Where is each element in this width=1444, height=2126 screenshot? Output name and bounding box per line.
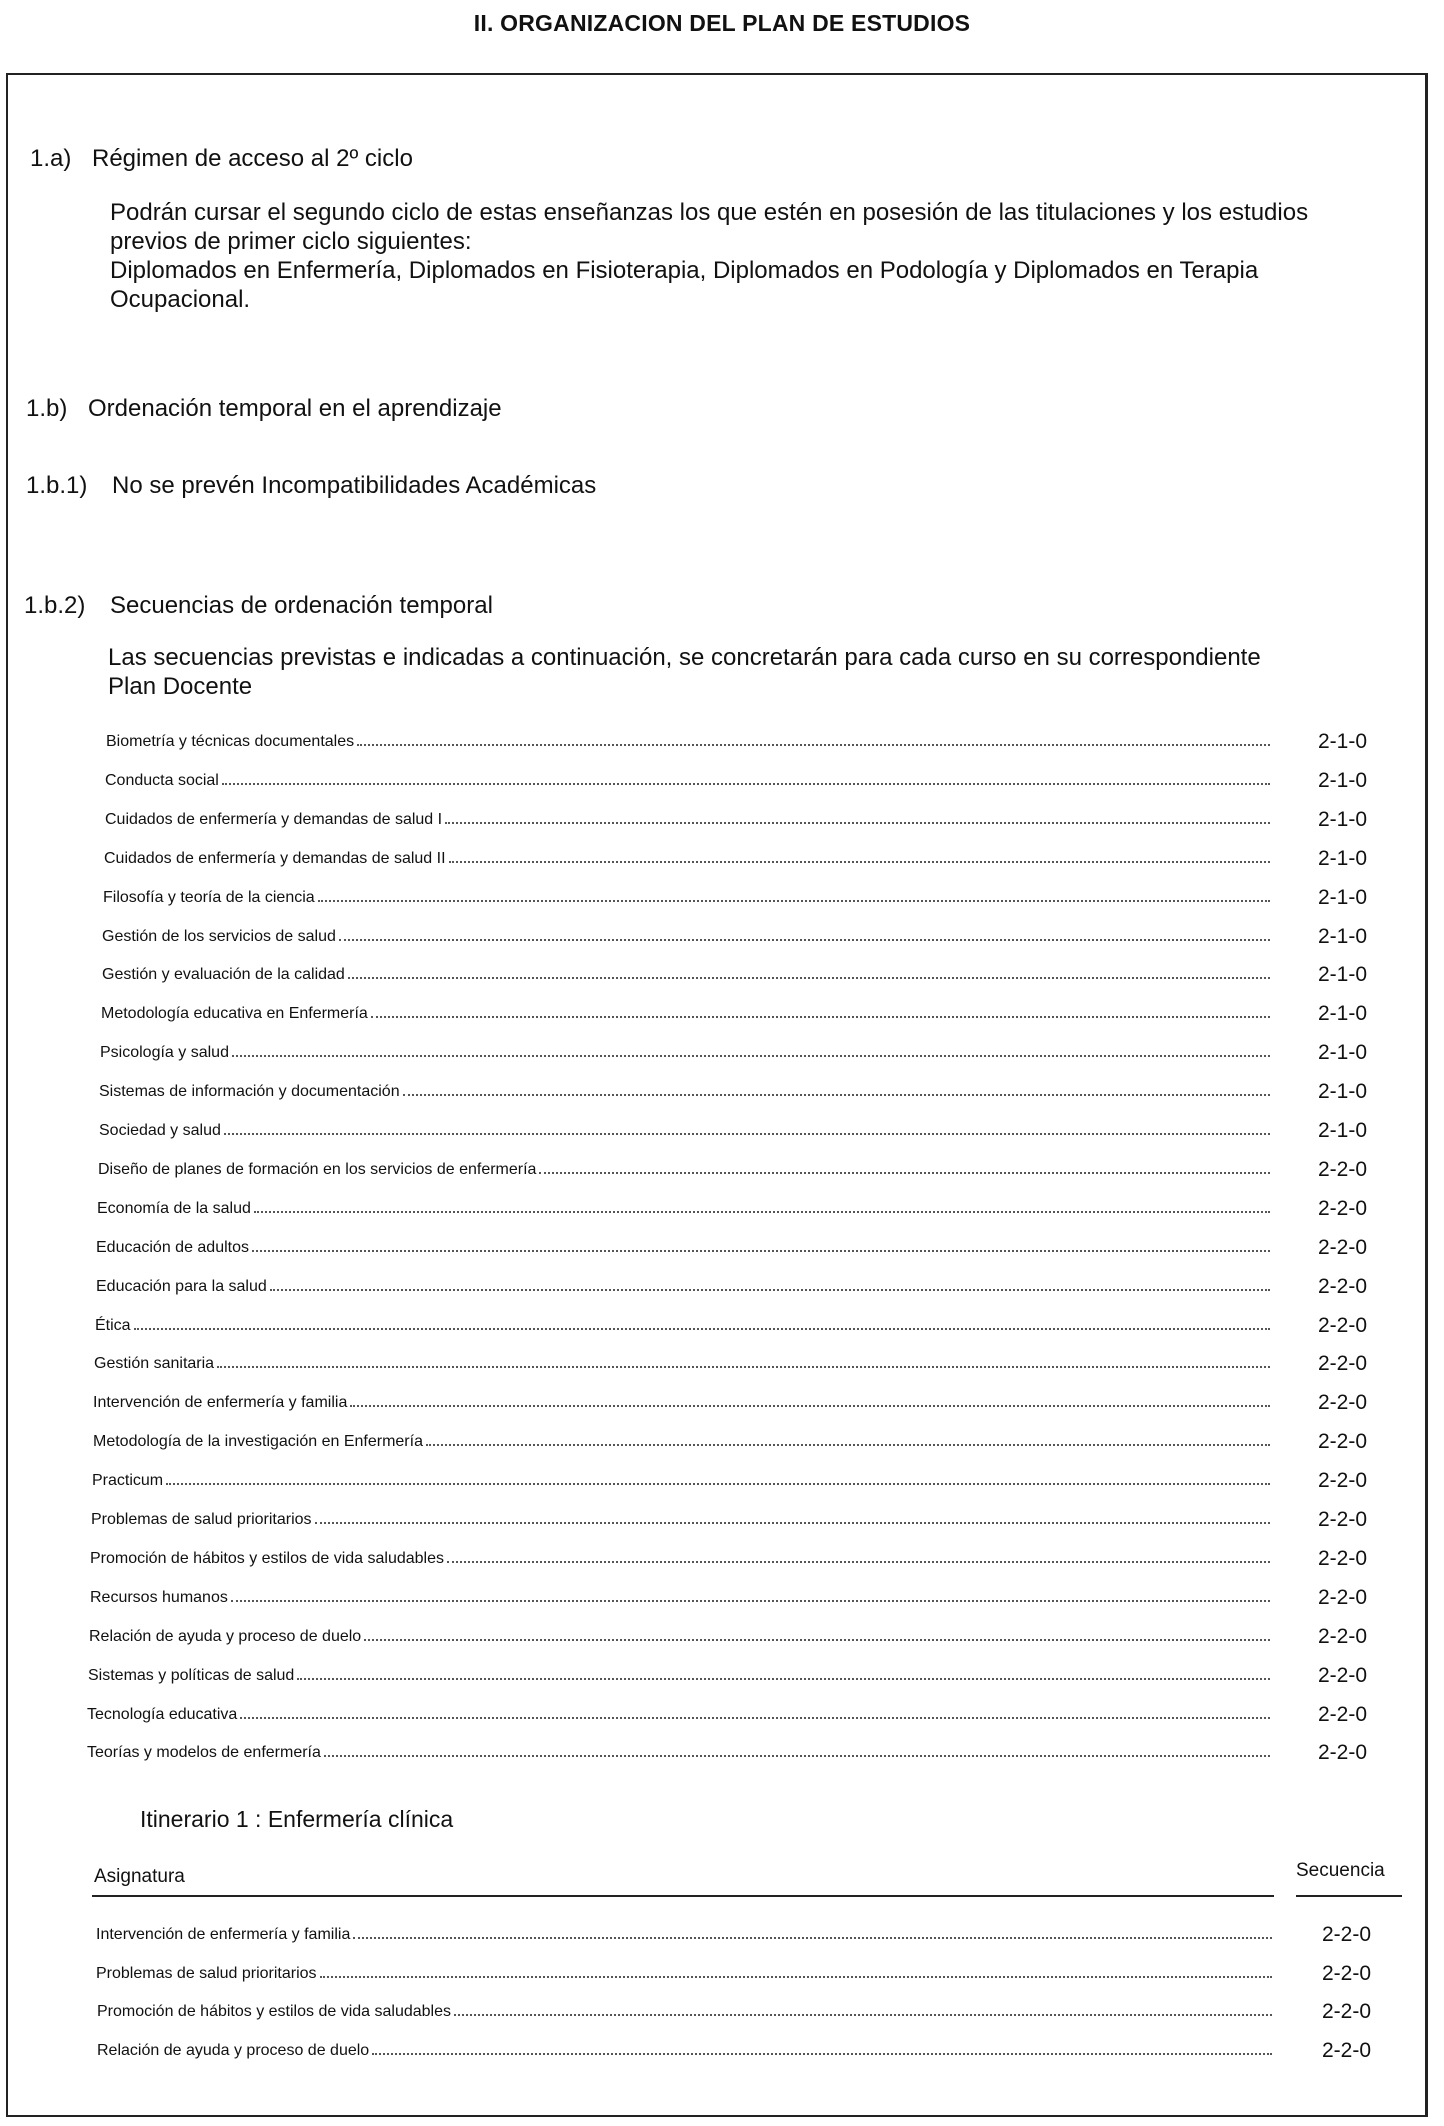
subject-name: Economía de la salud	[97, 1199, 251, 1217]
subject-row	[102, 924, 1368, 950]
subject-row	[104, 846, 1368, 872]
leader-dots	[445, 822, 1270, 824]
leader-dots	[134, 1328, 1270, 1330]
subject-name: Metodología educativa en Enfermería	[101, 1005, 368, 1023]
leader-dots	[371, 1016, 1270, 1018]
paragraph-line: Las secuencias previstas e indicadas a continuación, se concretarán para cada curso en su correspondiente	[108, 644, 1261, 671]
section-title: Ordenación temporal en el aprendizaje	[88, 395, 502, 422]
subject-name: Sistemas de información y documentación	[99, 1083, 400, 1101]
subject-row	[92, 1469, 1368, 1494]
subject-name: Sistemas y políticas de salud	[88, 1666, 295, 1684]
section-number: 1.b.1)	[26, 472, 88, 499]
subject-row	[88, 1663, 1368, 1689]
leader-dots	[254, 1211, 1270, 1213]
leader-dots	[217, 1366, 1270, 1368]
column-header-sequence: Secuencia	[1296, 1860, 1385, 1881]
sequence-value: 2-2-0	[1318, 1430, 1368, 1454]
itinerary-title: Itinerario 1 : Enfermería clínica	[140, 1806, 454, 1832]
subject-row	[87, 1741, 1368, 1766]
sequence-value: 2-2-0	[1318, 1274, 1368, 1298]
sequence-value: 2-2-0	[1322, 1961, 1372, 1985]
header-rule-sequence	[1296, 1895, 1402, 1897]
paragraph-line: Plan Docente	[108, 673, 253, 700]
subject-name: Conducta social	[105, 771, 219, 789]
sequence-value: 2-2-0	[1318, 1585, 1368, 1609]
section-1b2-heading	[24, 592, 493, 620]
subject-name: Practicum	[92, 1472, 164, 1490]
sequence-value: 2-2-0	[1318, 1741, 1368, 1765]
subject-name: Relación de ayuda y proceso de duelo	[89, 1627, 362, 1645]
subject-row	[96, 1961, 1372, 1987]
leader-dots	[447, 1561, 1270, 1563]
subject-name: Gestión y evaluación de la calidad	[102, 966, 345, 984]
section-number: 1.b)	[26, 395, 68, 422]
subject-name: Teorías y modelos de enfermería	[87, 1744, 321, 1762]
sequence-value: 2-1-0	[1318, 846, 1368, 870]
sequence-value: 2-1-0	[1318, 1041, 1368, 1065]
leader-dots	[339, 939, 1270, 941]
subject-row	[96, 1274, 1368, 1300]
subject-row	[87, 1702, 1368, 1728]
subject-name: Diseño de planes de formación en los servicios de enfermería	[98, 1160, 537, 1178]
subject-name: Filosofía y teoría de la ciencia	[103, 888, 315, 906]
leader-dots	[166, 1483, 1270, 1485]
subject-row	[97, 1196, 1368, 1222]
leader-dots	[232, 1055, 1270, 1057]
sequence-value: 2-1-0	[1318, 1002, 1368, 1026]
subject-name: Recursos humanos	[90, 1588, 228, 1606]
subject-row	[93, 1430, 1368, 1455]
leader-dots	[357, 744, 1270, 746]
section-number: 1.b.2)	[24, 592, 86, 619]
subject-row	[91, 1508, 1368, 1533]
sequence-value: 2-2-0	[1318, 1352, 1368, 1376]
paragraph-line: Podrán cursar el segundo ciclo de estas enseñanzas los que estén en posesión de las titulaciones y los estudios	[110, 199, 1309, 226]
sequence-value: 2-2-0	[1318, 1508, 1368, 1531]
leader-dots	[364, 1639, 1270, 1641]
subject-name: Cuidados de enfermería y demandas de salud II	[104, 849, 446, 867]
section-number: 1.a)	[30, 145, 72, 172]
subject-row	[101, 1002, 1368, 1027]
sequence-value: 2-2-0	[1318, 1196, 1368, 1220]
leader-dots	[372, 2053, 1272, 2055]
section-title: No se prevén Incompatibilidades Académicas	[112, 472, 597, 499]
leader-dots	[454, 2014, 1272, 2016]
subject-name: Gestión sanitaria	[94, 1355, 215, 1373]
leader-dots	[449, 861, 1270, 863]
leader-dots	[426, 1444, 1270, 1446]
section-1a-heading	[30, 145, 413, 173]
leader-dots	[315, 1522, 1270, 1524]
sequence-value: 2-2-0	[1322, 2039, 1372, 2063]
subject-name: Cuidados de enfermería y demandas de salud I	[105, 810, 443, 828]
sequence-value: 2-1-0	[1318, 1119, 1368, 1142]
sequence-value: 2-2-0	[1318, 1391, 1368, 1415]
sequence-value: 2-2-0	[1318, 1157, 1368, 1181]
subject-row	[99, 1119, 1368, 1144]
sequence-value: 2-2-0	[1318, 1313, 1368, 1337]
page-title: II. ORGANIZACION DEL PLAN DE ESTUDIOS	[473, 10, 971, 36]
leader-dots	[270, 1289, 1270, 1291]
subject-row	[90, 1546, 1368, 1572]
subject-name: Biometría y técnicas documentales	[106, 733, 355, 750]
leader-dots	[224, 1133, 1270, 1135]
leader-dots	[539, 1172, 1270, 1174]
subject-row	[105, 768, 1368, 794]
sequence-value: 2-1-0	[1318, 807, 1368, 831]
section-title: Secuencias de ordenación temporal	[110, 592, 493, 619]
section-1b1-heading	[26, 472, 596, 500]
leader-dots	[318, 900, 1270, 902]
subject-name: Problemas de salud prioritarios	[91, 1511, 312, 1528]
subject-name: Promoción de hábitos y estilos de vida saludables	[97, 2003, 451, 2021]
subject-row	[94, 1352, 1368, 1377]
sequence-value: 2-1-0	[1318, 768, 1368, 792]
section-1b-heading	[26, 395, 502, 423]
leader-dots	[348, 977, 1270, 979]
subject-name: Ética	[95, 1316, 131, 1334]
subject-name: Sociedad y salud	[99, 1122, 221, 1139]
subject-name: Intervención de enfermería y familia	[93, 1394, 348, 1412]
subject-row	[105, 807, 1368, 833]
leader-dots	[403, 1094, 1270, 1096]
column-header-subject: Asignatura	[94, 1866, 185, 1887]
subject-row	[100, 1041, 1368, 1066]
sequence-value: 2-2-0	[1318, 1469, 1368, 1493]
subject-name: Metodología de la investigación en Enfermería	[93, 1433, 423, 1451]
subject-name: Educación para la salud	[96, 1277, 267, 1295]
sequence-value: 2-1-0	[1318, 963, 1368, 987]
subject-row	[103, 885, 1368, 911]
sequence-value: 2-1-0	[1318, 730, 1368, 753]
sequence-value: 2-1-0	[1318, 1080, 1368, 1104]
subject-row	[98, 1157, 1368, 1183]
subject-row	[97, 2000, 1372, 2025]
header-rule	[92, 1895, 1274, 1897]
subject-name: Relación de ayuda y proceso de duelo	[97, 2042, 370, 2060]
sequence-value: 2-2-0	[1318, 1663, 1368, 1687]
sequence-value: 2-2-0	[1318, 1624, 1368, 1648]
subject-name: Psicología y salud	[100, 1044, 229, 1062]
subject-row	[95, 1313, 1368, 1339]
leader-dots	[324, 1755, 1270, 1757]
leader-dots	[320, 1976, 1272, 1978]
subject-row	[93, 1391, 1368, 1416]
sequence-value: 2-2-0	[1318, 1235, 1368, 1259]
leader-dots	[297, 1678, 1270, 1680]
section-title: Régimen de acceso al 2º ciclo	[92, 145, 413, 172]
section-1b2-paragraph	[108, 643, 1261, 701]
subject-row	[89, 1624, 1368, 1650]
section-1a-paragraph	[110, 198, 1308, 314]
subject-row	[102, 963, 1368, 988]
sequence-value: 2-2-0	[1322, 2000, 1372, 2024]
sequence-value: 2-2-0	[1318, 1546, 1368, 1570]
subject-row	[96, 1923, 1372, 1948]
subject-name: Promoción de hábitos y estilos de vida saludables	[90, 1549, 444, 1567]
leader-dots	[222, 783, 1270, 785]
subject-row	[96, 1235, 1368, 1261]
sequence-value: 2-2-0	[1322, 1923, 1372, 1946]
subject-name: Tecnología educativa	[87, 1705, 238, 1723]
leader-dots	[350, 1405, 1270, 1407]
sequence-value: 2-1-0	[1318, 885, 1368, 909]
paragraph-line: Ocupacional.	[110, 286, 251, 313]
subject-name: Educación de adultos	[96, 1238, 249, 1256]
subject-name: Gestión de los servicios de salud	[102, 927, 336, 945]
leader-dots	[231, 1600, 1270, 1602]
paragraph-line: previos de primer ciclo siguientes:	[110, 228, 472, 255]
subject-name: Intervención de enfermería y familia	[96, 1926, 351, 1943]
subject-row	[106, 730, 1368, 755]
leader-dots	[240, 1717, 1270, 1719]
leader-dots	[252, 1250, 1270, 1252]
subject-name: Problemas de salud prioritarios	[96, 1964, 317, 1982]
paragraph-line: Diplomados en Enfermería, Diplomados en Fisioterapia, Diplomados en Podología y Diplomados en Terapia	[110, 257, 1259, 284]
leader-dots	[353, 1937, 1272, 1939]
subject-row	[97, 2039, 1372, 2064]
subject-row	[90, 1585, 1368, 1611]
subject-row	[99, 1080, 1368, 1105]
sequence-value: 2-2-0	[1318, 1702, 1368, 1726]
sequence-value: 2-1-0	[1318, 924, 1368, 948]
